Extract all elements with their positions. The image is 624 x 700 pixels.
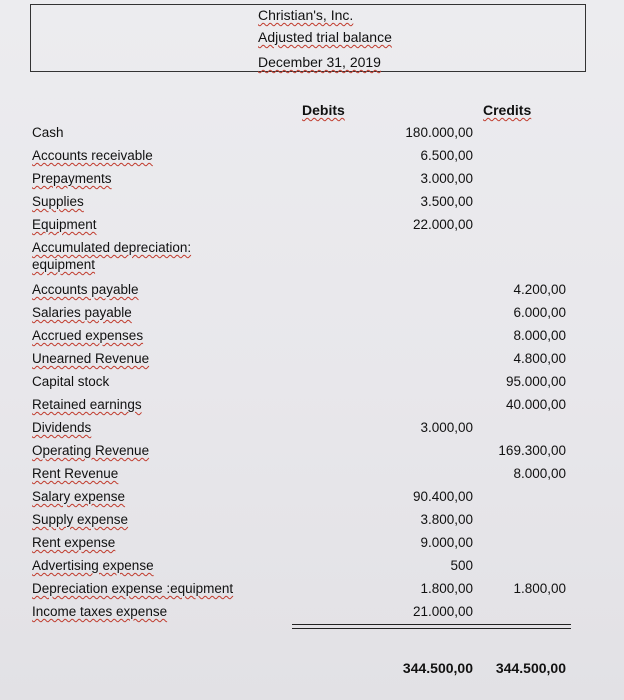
account-name: Equipment	[32, 217, 97, 232]
account-name: Salaries payable	[32, 305, 132, 320]
debit-total: 344.500,00	[402, 660, 473, 676]
credit-amount: 4.200,00	[513, 282, 566, 297]
table-row	[0, 373, 624, 395]
account-name: Accounts payable	[32, 282, 139, 297]
report-date	[258, 53, 381, 71]
account-name: Cash	[32, 125, 64, 140]
credit-amount: 8.000,00	[513, 466, 566, 481]
account-name: Supply expense	[32, 512, 129, 527]
debit-amount: 90.400,00	[412, 489, 473, 504]
table-row	[0, 170, 624, 192]
account-name: Capital stock	[32, 374, 110, 389]
table-row	[0, 465, 624, 487]
account-name: Rent expense	[32, 535, 116, 550]
credit-amount: 6.000,00	[513, 305, 566, 320]
credit-amount: 8.000,00	[513, 328, 566, 343]
account-name: Accumulated depreciation:	[32, 240, 192, 255]
account-name: Dividends	[32, 420, 92, 435]
debit-amount: 9.000,00	[420, 535, 473, 550]
report-title	[258, 28, 392, 46]
table-row	[0, 419, 624, 441]
company-name: Christian's, Inc.	[258, 7, 354, 23]
table-row	[0, 534, 624, 556]
account-name: Accrued expenses	[32, 328, 144, 343]
debit-amount: 1.800,00	[420, 581, 473, 596]
report-title-text: Adjusted trial balance	[258, 29, 392, 45]
debit-amount: 6.500,00	[420, 148, 473, 163]
account-name: Supplies	[32, 194, 84, 209]
table-row	[0, 193, 624, 215]
table-row	[0, 511, 624, 533]
table-row	[0, 442, 624, 464]
table-row	[0, 216, 624, 238]
debit-amount: 3.500,00	[420, 194, 473, 209]
account-name: Unearned Revenue	[32, 351, 150, 366]
debit-amount: 21.000,00	[412, 604, 473, 619]
account-name: Advertising expense	[32, 558, 154, 573]
table-row	[0, 488, 624, 510]
debit-amount: 3.800,00	[420, 512, 473, 527]
credit-amount: 4.800,00	[513, 351, 566, 366]
account-name: Retained earnings	[32, 397, 142, 412]
debit-amount: 22.000,00	[412, 217, 473, 232]
table-row	[0, 147, 624, 169]
table-row	[0, 603, 624, 625]
total-rule-top	[292, 624, 571, 625]
debit-amount: 3.000,00	[420, 420, 473, 435]
table-row	[0, 281, 624, 303]
table-row	[0, 396, 624, 418]
account-name: Rent Revenue	[32, 466, 119, 481]
total-rule-bottom	[292, 628, 571, 629]
account-name: Salary expense	[32, 489, 126, 504]
table-row	[0, 580, 624, 602]
credit-amount: 169.300,00	[498, 443, 566, 458]
account-name: Operating Revenue	[32, 443, 150, 458]
credit-amount: 95.000,00	[505, 374, 566, 389]
credit-total: 344.500,00	[495, 660, 566, 676]
account-name: Depreciation expense :equipment	[32, 581, 234, 596]
debit-amount: 180.000,00	[405, 125, 473, 140]
table-row	[0, 124, 624, 146]
debits-column-header: Debits	[302, 102, 345, 118]
credit-amount: 40.000,00	[505, 397, 566, 412]
account-name: Prepayments	[32, 171, 112, 186]
table-row	[0, 557, 624, 579]
table-row	[0, 304, 624, 326]
table-row	[0, 327, 624, 349]
report-date-text: December 31, 2019	[258, 54, 381, 70]
debit-amount: 500	[450, 558, 473, 573]
table-row	[0, 256, 624, 278]
credits-column-header: Credits	[483, 102, 532, 118]
account-name: Accounts receivable	[32, 148, 153, 163]
account-name: Income taxes expense	[32, 604, 168, 619]
table-row	[0, 350, 624, 372]
credit-amount: 1.800,00	[513, 581, 566, 596]
account-name: equipment	[32, 257, 96, 272]
debit-amount: 3.000,00	[420, 171, 473, 186]
